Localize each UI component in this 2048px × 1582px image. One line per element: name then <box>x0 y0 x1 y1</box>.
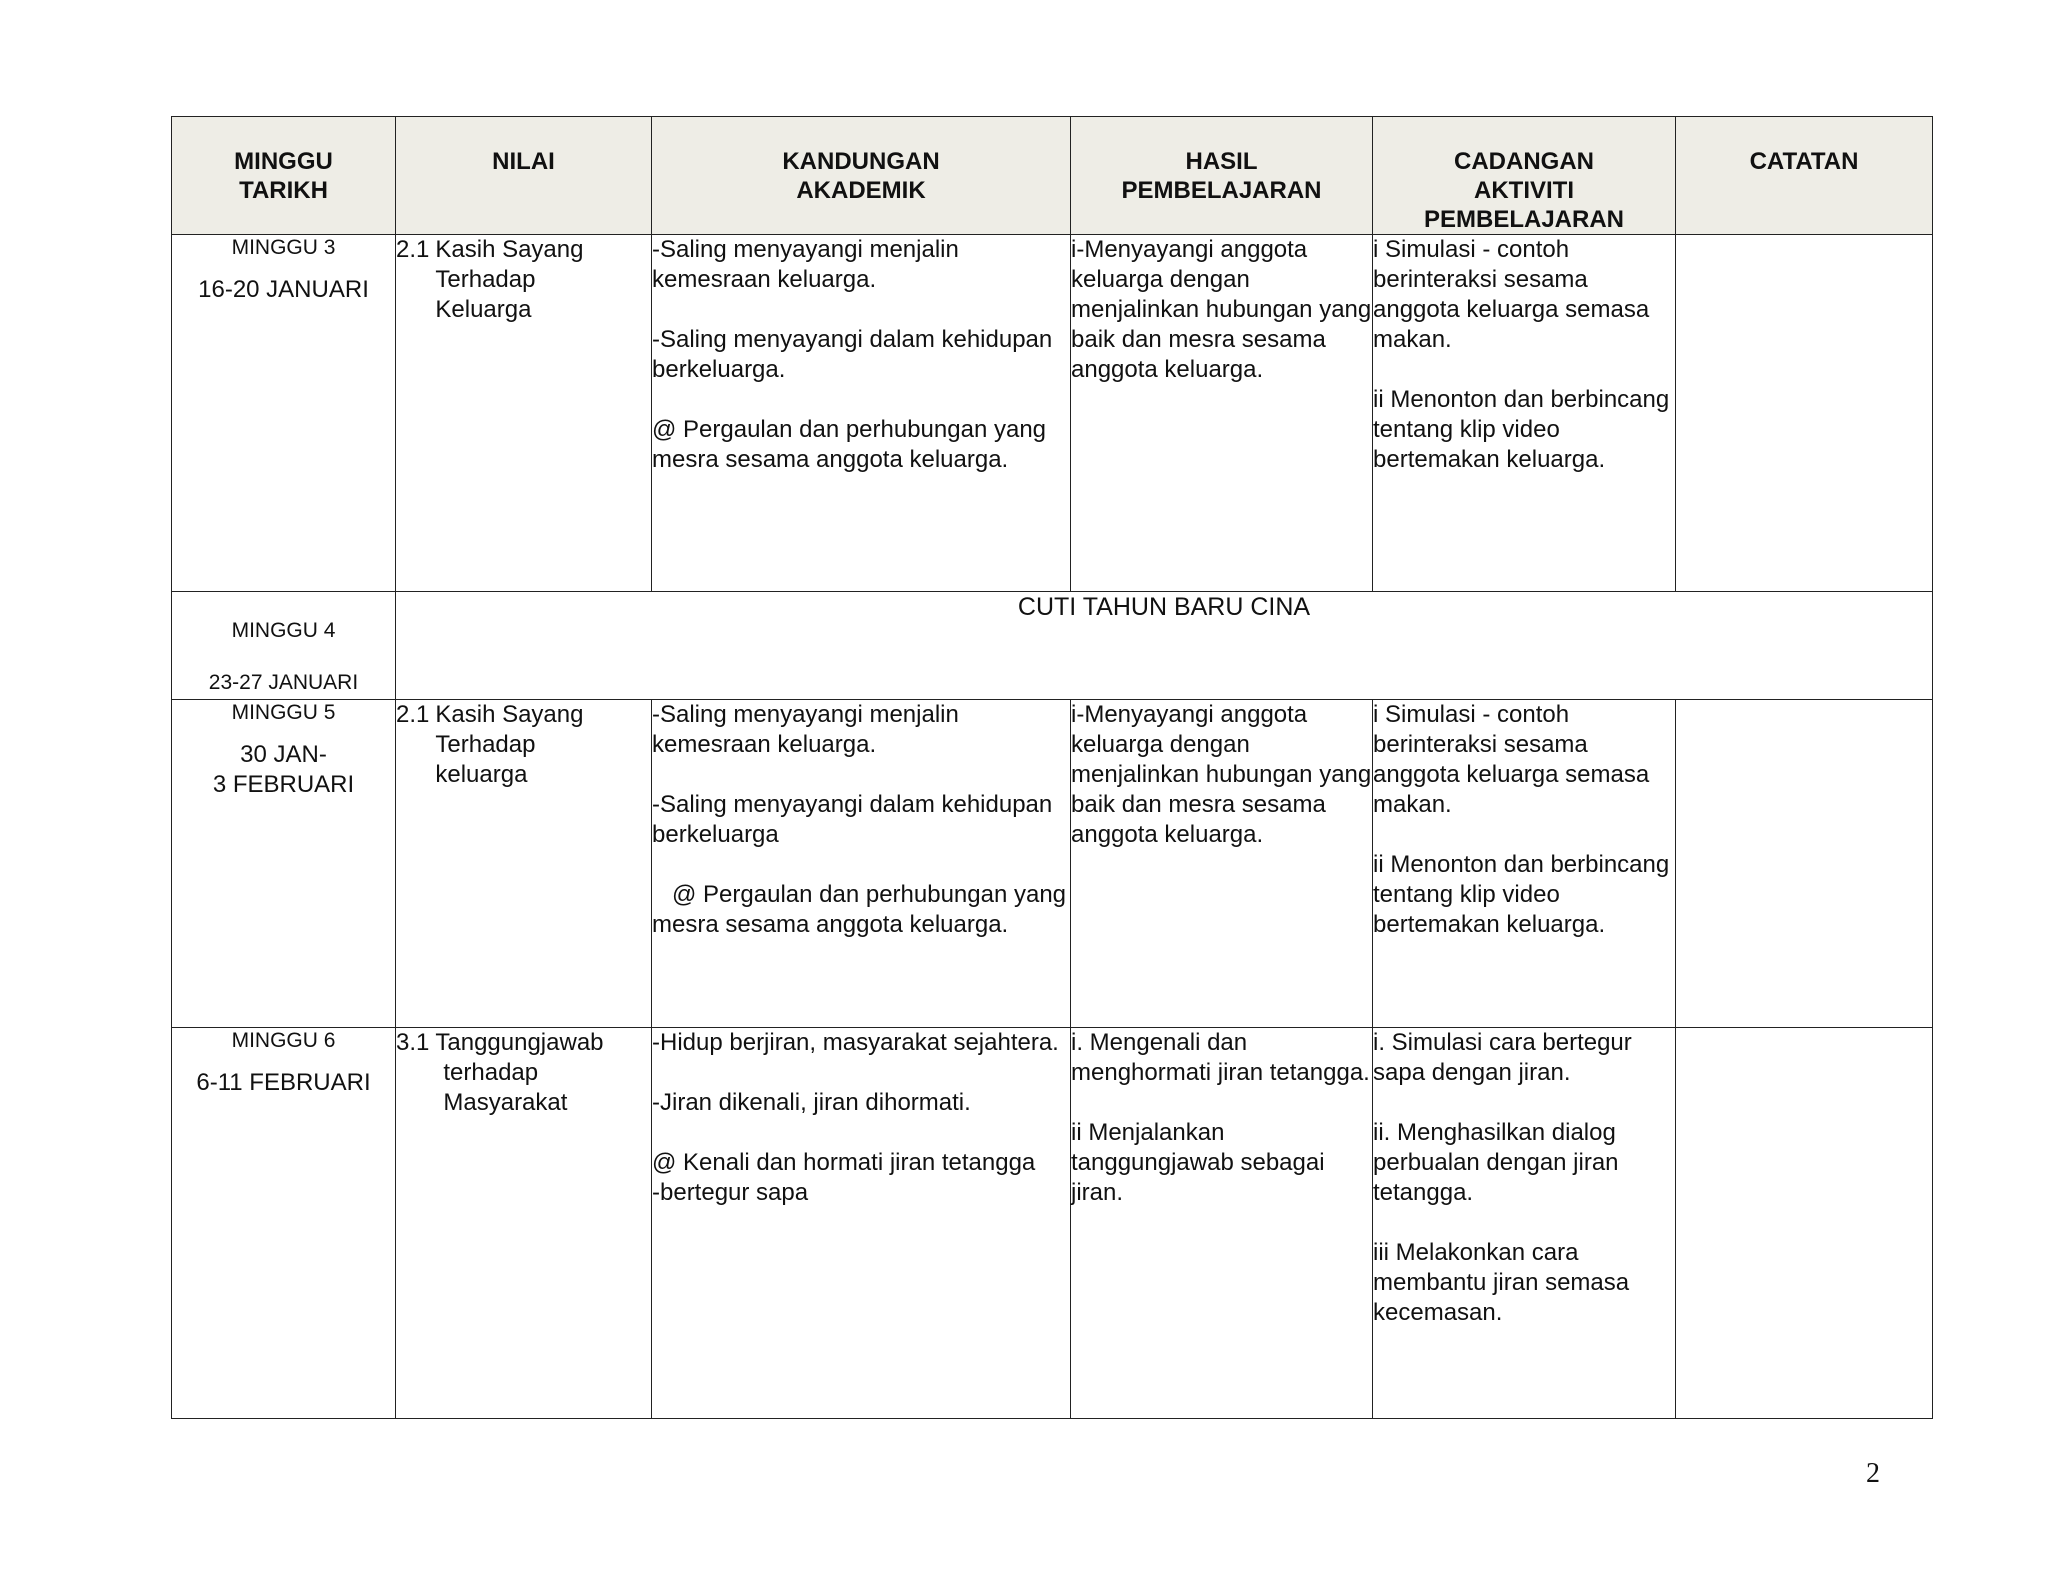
week-cell <box>172 235 396 592</box>
cadangan-text: i Simulasi - contoh berinteraksi sesama anggota keluarga semasa makan. <box>1373 236 1650 353</box>
nilai-text: Kasih Sayang <box>435 701 584 728</box>
table-row <box>172 235 1933 592</box>
header-catatan <box>1676 117 1933 235</box>
header-text: NILAI <box>492 148 555 175</box>
week-date: 30 JAN- 3 FEBRUARI <box>212 741 355 798</box>
hasil-cell <box>1071 700 1373 1028</box>
week-label: MINGGU 5 <box>231 701 336 724</box>
header-text: AKTIVITI <box>1474 177 1574 204</box>
week-cell <box>172 592 396 700</box>
nilai-text: Tanggungjawab <box>435 1029 604 1056</box>
cadangan-cell <box>1373 700 1676 1028</box>
header-cadangan <box>1373 117 1676 235</box>
kandungan-text: -Saling menyayangi dalam kehidupan berkeluarga <box>652 791 1053 848</box>
nilai-cell <box>396 1028 652 1419</box>
kandungan-text: -Saling menyayangi dalam kehidupan berkeluarga. <box>652 326 1053 383</box>
header-row <box>172 117 1933 235</box>
table-row <box>172 700 1933 1028</box>
kandungan-cell <box>652 1028 1071 1419</box>
holiday-text: CUTI TAHUN BARU CINA <box>1017 593 1311 621</box>
kandungan-text: -Saling menyayangi menjalin kemesraan keluarga. <box>652 236 959 293</box>
cadangan-cell <box>1373 1028 1676 1419</box>
cadangan-cell <box>1373 235 1676 592</box>
hasil-cell <box>1071 235 1373 592</box>
week-cell <box>172 1028 396 1419</box>
kandungan-text: @ Kenali dan hormati jiran tetangga -bertegur sapa <box>652 1149 1036 1206</box>
week-label: MINGGU 4 <box>231 619 336 642</box>
page-number: 2 <box>1866 1458 1880 1489</box>
cadangan-text: i Simulasi - contoh berinteraksi sesama anggota keluarga semasa makan. <box>1373 701 1650 818</box>
week-label: MINGGU 6 <box>231 1029 336 1052</box>
nilai-number: 2.1 <box>396 701 430 728</box>
rpt-table <box>171 116 1933 1419</box>
catatan-cell <box>1676 235 1933 592</box>
header-kandungan <box>652 117 1071 235</box>
cadangan-text: iii Melakonkan cara membantu jiran semasa kecemasan. <box>1373 1239 1630 1326</box>
nilai-cell <box>396 235 652 592</box>
header-text: HASIL <box>1185 148 1258 175</box>
header-minggu-tarikh <box>172 117 396 235</box>
table-row <box>172 1028 1933 1419</box>
nilai-text: Terhadap <box>435 731 536 758</box>
header-text: TARIKH <box>239 177 328 204</box>
holiday-cell <box>396 592 1933 700</box>
week-label: MINGGU 3 <box>231 236 336 259</box>
catatan-cell <box>1676 1028 1933 1419</box>
header-text: KANDUNGAN <box>782 148 940 175</box>
holiday-row <box>172 592 1933 700</box>
nilai-text: Kasih Sayang <box>435 236 584 263</box>
header-text: MINGGU <box>234 148 333 175</box>
hasil-text: i-Menyayangi anggota keluarga dengan menjalinkan hubungan yang baik dan mesra sesama anggota keluarga. <box>1071 236 1372 383</box>
nilai-number: 2.1 <box>396 236 430 263</box>
hasil-text: i. Mengenali dan menghormati jiran tetangga. <box>1071 1029 1370 1086</box>
header-nilai <box>396 117 652 235</box>
hasil-text: ii Menjalankan tanggungjawab sebagai jiran. <box>1071 1119 1325 1206</box>
nilai-text: Terhadap <box>435 266 536 293</box>
header-text: CADANGAN <box>1454 148 1594 175</box>
cadangan-text: ii. Menghasilkan dialog perbualan dengan jiran tetangga. <box>1373 1119 1619 1206</box>
nilai-text: terhadap <box>443 1059 539 1086</box>
header-text: AKADEMIK <box>796 177 926 204</box>
cadangan-text: ii Menonton dan berbincang tentang klip video bertemakan keluarga. <box>1373 386 1670 473</box>
week-date: 16-20 JANUARI <box>198 276 369 303</box>
header-text: PEMBELAJARAN <box>1121 177 1322 204</box>
catatan-cell <box>1676 700 1933 1028</box>
kandungan-text: @ Pergaulan dan perhubungan yang mesra sesama anggota keluarga. <box>652 416 1047 473</box>
nilai-cell <box>396 700 652 1028</box>
header-hasil <box>1071 117 1373 235</box>
kandungan-cell <box>652 235 1071 592</box>
kandungan-text: -Saling menyayangi menjalin kemesraan keluarga. <box>652 701 959 758</box>
header-text: CATATAN <box>1749 148 1859 175</box>
week-cell <box>172 700 396 1028</box>
nilai-text: Masyarakat <box>443 1089 568 1116</box>
nilai-text: keluarga <box>435 761 528 788</box>
week-date: 6-11 FEBRUARI <box>196 1069 371 1096</box>
cadangan-text: ii Menonton dan berbincang tentang klip video bertemakan keluarga. <box>1373 851 1670 938</box>
hasil-text: i-Menyayangi anggota keluarga dengan menjalinkan hubungan yang baik dan mesra sesama anggota keluarga. <box>1071 701 1372 848</box>
kandungan-text: -Hidup berjiran, masyarakat sejahtera. <box>652 1029 1059 1056</box>
header-text: PEMBELAJARAN <box>1423 206 1624 233</box>
week-date: 23-27 JANUARI <box>208 671 359 694</box>
nilai-number: 3.1 <box>396 1029 430 1056</box>
cadangan-text: i. Simulasi cara bertegur sapa dengan jiran. <box>1373 1029 1632 1086</box>
hasil-cell <box>1071 1028 1373 1419</box>
kandungan-text: @ Pergaulan dan perhubungan yang mesra sesama anggota keluarga. <box>652 881 1073 938</box>
nilai-text: Keluarga <box>435 296 532 323</box>
kandungan-cell <box>652 700 1071 1028</box>
kandungan-text: -Jiran dikenali, jiran dihormati. <box>652 1089 971 1116</box>
